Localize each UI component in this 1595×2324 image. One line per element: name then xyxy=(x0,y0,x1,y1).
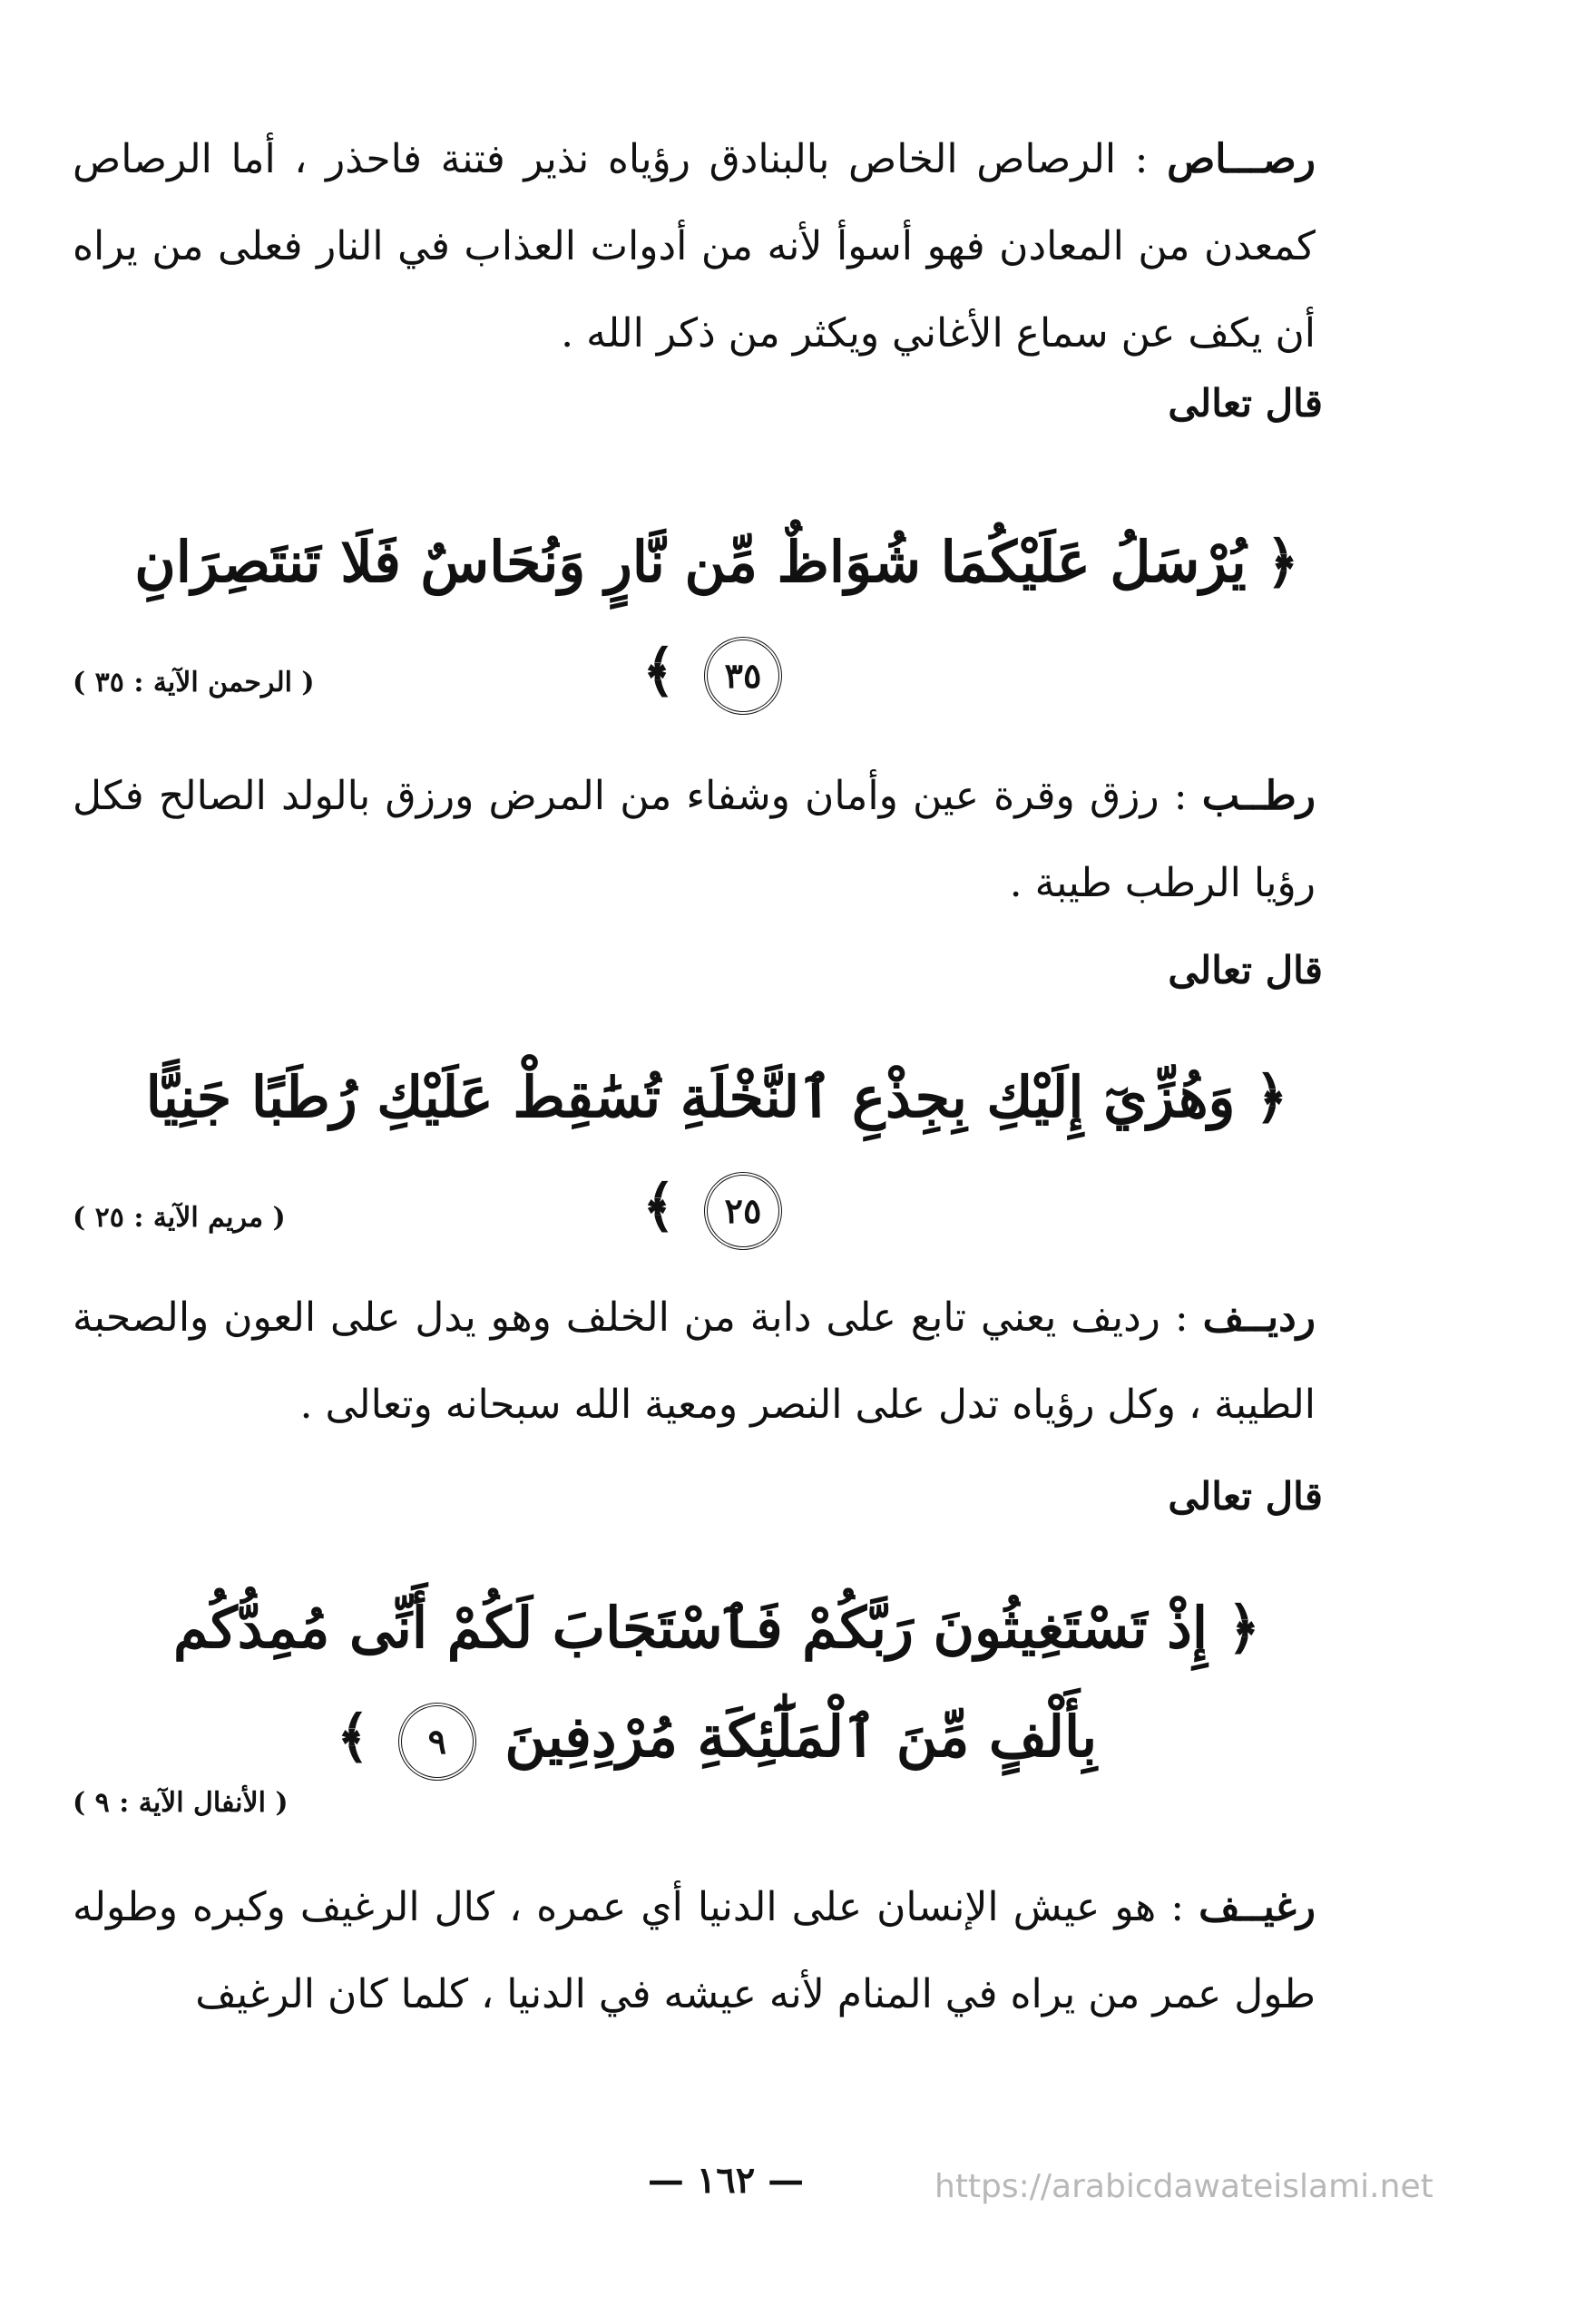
verse-open-bracket: ﴿ xyxy=(1227,1595,1260,1661)
entry-text: رديف يعني تابع على دابة من الخلف وهو يدل على العون والصحبة الطيبة ، وكل رؤياه تدل على النصر ومعية الله سبحانه وتعالى . xyxy=(73,1294,1316,1428)
verse-close-bracket: ﴾ xyxy=(642,638,676,704)
entry-rutab xyxy=(73,753,1316,927)
entry-separator: : xyxy=(1156,1884,1199,1930)
entry-term: رطــب xyxy=(1201,773,1316,819)
verse-open-bracket: ﴿ xyxy=(1266,529,1299,595)
entry-separator: : xyxy=(1159,773,1202,819)
entry-text: هو عيش الإنسان على الدنيا أي عمره ، كال الرغيف وكبره وطوله طول عمر من يراه في المنام لأنه عيشه في الدنيا ، كلما كان الرغيف xyxy=(73,1884,1316,2017)
ayah-number-badge: ٣٥ xyxy=(704,637,782,715)
entry-term: رصـــاص xyxy=(1167,136,1316,182)
entry-term: رديــف xyxy=(1202,1294,1316,1341)
quran-verse-3 xyxy=(127,1574,1306,1792)
entry-term: رغيــف xyxy=(1199,1884,1316,1930)
verse-close-bracket: ﴾ xyxy=(336,1704,370,1770)
verse-text: إِذْ تَسْتَغِيثُونَ رَبَّكُمْ فَٱسْتَجَابَ لَكُمْ أَنِّى مُمِدُّكُم بِأَلْفٍ مِّنَ ٱلْمَلَٰٓئِكَةِ مُرْدِفِينَ xyxy=(173,1595,1208,1770)
qal-taala-heading: قال تعالى xyxy=(1168,381,1323,425)
ayah-number-badge: ٢٥ xyxy=(704,1172,782,1250)
entry-text: رزق وقرة عين وأمان وشفاء من المرض ورزق بالولد الصالح فكل رؤيا الرطب طيبة . xyxy=(73,773,1316,906)
qal-taala-heading: قال تعالى xyxy=(1168,948,1323,992)
verse-reference: ( مريم الآية : ٢٥ ) xyxy=(73,1202,286,1234)
entry-separator: : xyxy=(1116,136,1168,182)
watermark-url: https://arabicdawateislami.net xyxy=(934,2168,1434,2205)
entry-rasas xyxy=(73,116,1316,377)
page-number: — ١٦٢ — xyxy=(647,2159,805,2202)
entry-radif xyxy=(73,1274,1316,1449)
entry-raghif xyxy=(73,1864,1316,2038)
verse-text: وَهُزِّيٓ إِلَيْكِ بِجِذْعِ ٱلنَّخْلَةِ تُسَٰقِطْ عَلَيْكِ رُطَبًا جَنِيًّا xyxy=(145,1064,1236,1130)
verse-reference: ( الأنفال الآية : ٩ ) xyxy=(73,1787,289,1819)
verse-close-bracket: ﴾ xyxy=(642,1173,676,1239)
qal-taala-heading: قال تعالى xyxy=(1168,1474,1323,1518)
verse-reference: ( الرحمن الآية : ٣٥ ) xyxy=(73,667,315,698)
ayah-number-badge: ٩ xyxy=(398,1703,476,1781)
verse-text: يُرْسَلُ عَلَيْكُمَا شُوَاظٌ مِّن نَّارٍ وَنُحَاسٌ فَلَا تَنتَصِرَانِ xyxy=(134,529,1247,595)
entry-separator: : xyxy=(1160,1294,1203,1341)
verse-open-bracket: ﴿ xyxy=(1255,1064,1288,1130)
entry-text: الرصاص الخاص بالبنادق رؤياه نذير فتنة فاحذر ، أما الرصاص كمعدن من المعادن فهو أسوأ لأنه من أدوات العذاب في النار فعلى من يراه أن يكف عن سماع الأغاني ويكثر من ذكر الله . xyxy=(73,136,1316,356)
